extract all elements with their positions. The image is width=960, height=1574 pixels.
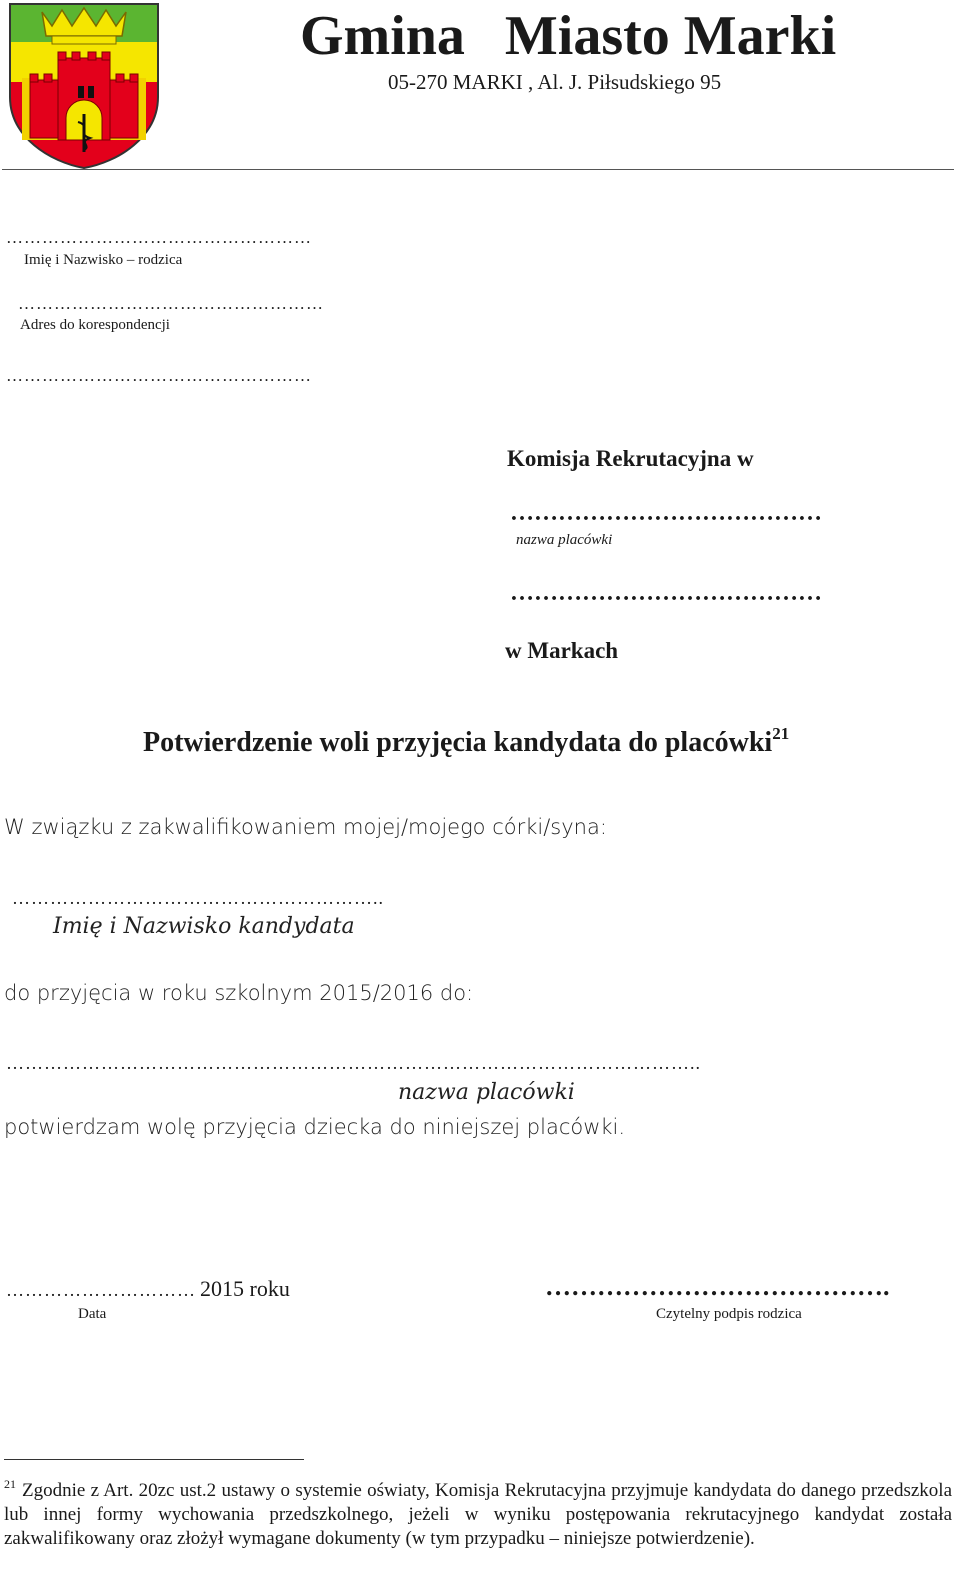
signature-field[interactable]: …………………………………. [545,1272,890,1301]
header-address: 05-270 MARKI , Al. J. Piłsudskiego 95 [388,70,722,94]
heading-text: Potwierdzenie woli przyjęcia kandydata do placówki [143,727,773,758]
header-divider [2,169,954,170]
date-line [6,1276,290,1302]
parent-address-field-2[interactable]: …………………………………………… [6,366,312,385]
footnote-divider [4,1459,304,1460]
parent-address-label: Adres do korespondencji [20,317,170,333]
recipient-placowka-field-2[interactable]: ………………………………… [510,580,822,606]
recipient-placowka-label: nazwa placówki [516,532,613,548]
title-gmina: Gmina [300,5,465,67]
candidate-name-label: Imię i Nazwisko kandydata [53,914,355,939]
coat-of-arms-icon [8,2,160,170]
footnote [4,1472,952,1551]
footnote-text: Zgodnie z Art. 20zc ust.2 ustawy o systemie oświaty, Komisja Rekrutacyjna przyjmuje kandydata do danego przedszkola lub innej formy wychowania przedszkolnego, jeżeli w wyniku postępowania rekrutacyjnego kandydat została zakwalifikowany oraz złożył wymagane dokumenty (w tym przypadku – niniejsze potwierdzenie). [4,1480,952,1549]
parent-name-field[interactable]: …………………………………………… [6,228,312,247]
signature-label: Czytelny podpis rodzica [656,1306,802,1322]
candidate-name-field[interactable]: ………………………………………………….. [12,888,384,908]
komisja-label: Komisja Rekrutacyjna w [507,446,754,471]
placowka-label: nazwa placówki [398,1080,575,1105]
document-heading [143,724,789,759]
intro-text: W związku z zakwalifikowaniem mojej/mojego córki/syna: [4,815,607,839]
date-field[interactable]: ………………………… [6,1280,196,1300]
school-year-text: do przyjęcia w roku szkolnym 2015/2016 do: [4,981,474,1005]
parent-address-field[interactable]: …………………………………………… [18,294,324,313]
heading-footnote-ref: 21 [772,724,790,743]
recipient-city: w Markach [505,638,619,663]
page-title [300,4,836,68]
confirm-text: potwierdzam wolę przyjęcia dziecka do niniejszej placówki. [4,1115,626,1139]
title-miasto: Miasto Marki [504,5,837,67]
placowka-field[interactable]: ……………………………………………………………………………………………….. [6,1053,701,1073]
recipient-placowka-field[interactable]: ………………………………… [510,500,822,526]
date-suffix: 2015 roku [200,1276,290,1301]
date-label: Data [78,1306,107,1322]
parent-name-label: Imię i Nazwisko – rodzica [24,252,183,268]
footnote-number: 21 [4,1477,16,1491]
